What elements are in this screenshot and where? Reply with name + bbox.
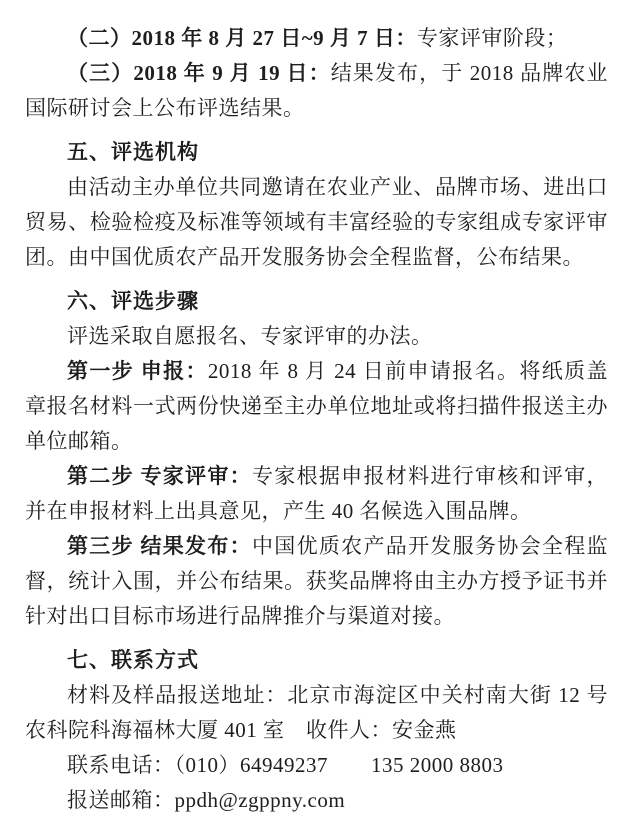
section-heading	[25, 643, 608, 678]
text-run: 七、联系方式	[67, 649, 199, 672]
text-run: 结果发布，于 2018 品牌农业国际研讨会上公布评选结果。	[25, 61, 609, 120]
paragraph	[25, 319, 608, 354]
text-run: 材料及样品报送地址：北京市海淀区中关村南大街 12 号农科院科海福林大厦 401 室 收件人：安金燕	[25, 683, 608, 742]
text-run: 专家根据申报材料进行审核和评审，并在申报材料上出具意见，产生 40 名候选入围品牌。	[25, 464, 608, 523]
section-heading	[25, 135, 608, 170]
section-heading	[25, 284, 608, 319]
text-run: 专家评审阶段；	[416, 26, 568, 50]
paragraph	[25, 21, 608, 56]
paragraph	[25, 354, 608, 459]
document-body	[25, 21, 608, 818]
text-run: 评选采取自愿报名、专家评审的办法。	[67, 324, 433, 348]
paragraph	[25, 459, 608, 529]
text-run: 五、评选机构	[67, 141, 199, 164]
text-run: （二）2018 年 8 月 27 日~9 月 7 日：	[67, 26, 417, 50]
paragraph	[25, 748, 608, 783]
paragraph	[25, 783, 608, 818]
text-run: 由活动主办单位共同邀请在农业产业、品牌市场、进出口贸易、检验检疫及标准等领域有丰富经验的专家组成专家评审团。由中国优质农产品开发服务协会全程监督，公布结果。	[25, 175, 608, 269]
paragraph	[25, 678, 608, 748]
text-run: 六、评选步骤	[67, 290, 199, 313]
text-run: （三）2018 年 9 月 19 日：	[67, 61, 331, 85]
text-run: 联系电话：（010）64949237 135 2000 8803	[67, 753, 504, 777]
text-run: 2018 年 8 月 24 日前申请报名。将纸质盖章报名材料一式两份快递至主办单位地址或将扫描件报送主办单位邮箱。	[25, 359, 608, 453]
text-run: 第一步 申报：	[67, 359, 208, 383]
text-run: 报送邮箱：ppdh@zgppny.com	[67, 788, 346, 812]
paragraph	[25, 529, 608, 634]
text-run: 第二步 专家评审：	[67, 464, 252, 488]
text-run: 第三步 结果发布：	[67, 534, 252, 558]
text-run: 中国优质农产品开发服务协会全程监督，统计入围，并公布结果。获奖品牌将由主办方授予证书并针对出口目标市场进行品牌推介与渠道对接。	[25, 534, 608, 628]
paragraph	[25, 170, 608, 275]
paragraph	[25, 56, 608, 126]
